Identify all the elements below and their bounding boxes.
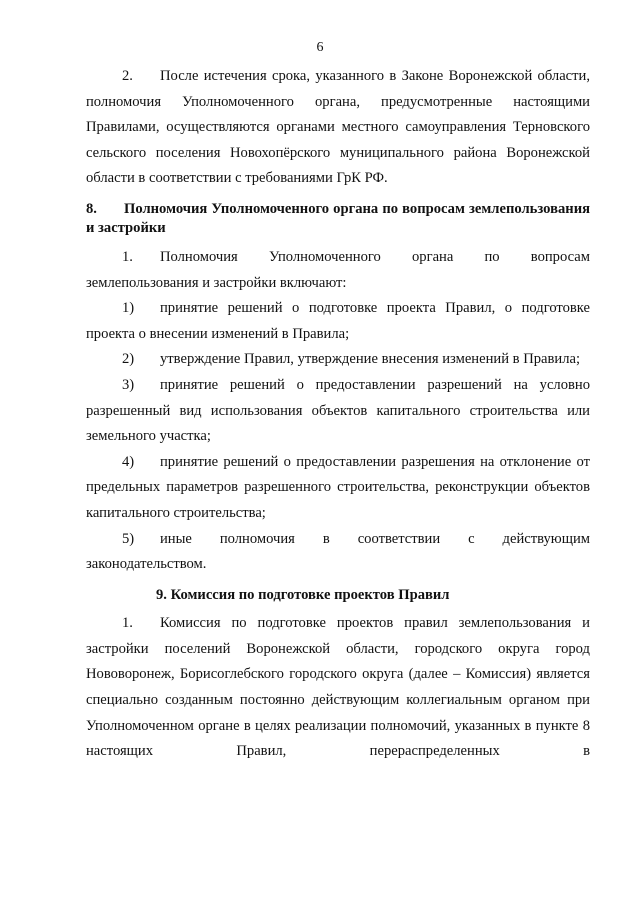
section-number: 9. <box>156 586 167 603</box>
section-title: Полномочия Уполномоченного органа по вопросам землепользования и застройки <box>86 200 590 237</box>
list-item-text: иные полномочия в соответствии с действующим законодательством. <box>86 530 590 573</box>
paragraph-text: После истечения срока, указанного в Законе Воронежской области, полномочия Уполномоченного органа, предусмотренные настоящими Правилами, осуществляются органами местного самоуправления Терновского сельского поселения Новохопёрского муниципального района Воронежской области в соответствии с требованиями ГрК РФ. <box>86 68 590 187</box>
paragraph-9-1 <box>86 611 590 765</box>
section-title: Комиссия по подготовке проектов Правил <box>170 586 450 603</box>
document-body <box>86 64 590 765</box>
list-item-text: принятие решений о подготовке проекта Правил, о подготовке проекта о внесении изменений в Правила; <box>86 300 590 342</box>
list-item-number: 4) <box>122 453 135 470</box>
paragraph-8-1 <box>86 245 590 296</box>
list-item-5 <box>86 527 590 578</box>
section-number: 8. <box>86 200 97 217</box>
section-heading-9 <box>86 586 590 606</box>
paragraph-number: 1. <box>122 248 133 265</box>
page-number: 6 <box>316 40 324 55</box>
list-item-number: 3) <box>122 376 135 393</box>
list-item-text: принятие решений о предоставлении разрешений на условно разрешенный вид использования объектов капитального строительства или земельного участка; <box>86 376 590 445</box>
list-item-text: принятие решений о предоставлении разрешения на отклонение от предельных параметров разрешенного строительства, реконструкции объектов капитального строительства; <box>86 453 590 521</box>
list-item-number: 1) <box>122 300 135 317</box>
list-item-3 <box>86 373 590 450</box>
list-item-number: 2) <box>122 351 135 368</box>
list-item-text: утверждение Правил, утверждение внесения изменений в Правила; <box>160 351 581 368</box>
list-item-number: 5) <box>122 530 135 547</box>
paragraph-number: 2. <box>122 68 133 84</box>
list-item-2 <box>86 347 590 373</box>
list-item-4 <box>86 450 590 527</box>
paragraph-text: Комиссия по подготовке проектов правил землепользования и застройки поселений Воронежской области, городского округа город Нововоронеж, Борисоглебского городского округа (далее – Комиссия) является специально созданным постоянно действующим коллегиальным органом при Уполномоченном органе в целях реализации полномочий, указанных в пункте 8 настоящих Правил, перераспределенных в <box>86 615 590 760</box>
paragraph-text: Полномочия Уполномоченного органа по вопросам землепользования и застройки включают: <box>86 248 590 291</box>
list-item-1 <box>86 296 590 347</box>
section-heading-8 <box>86 200 590 239</box>
paragraph-number: 1. <box>122 615 133 632</box>
paragraph-7-2 <box>86 64 590 192</box>
